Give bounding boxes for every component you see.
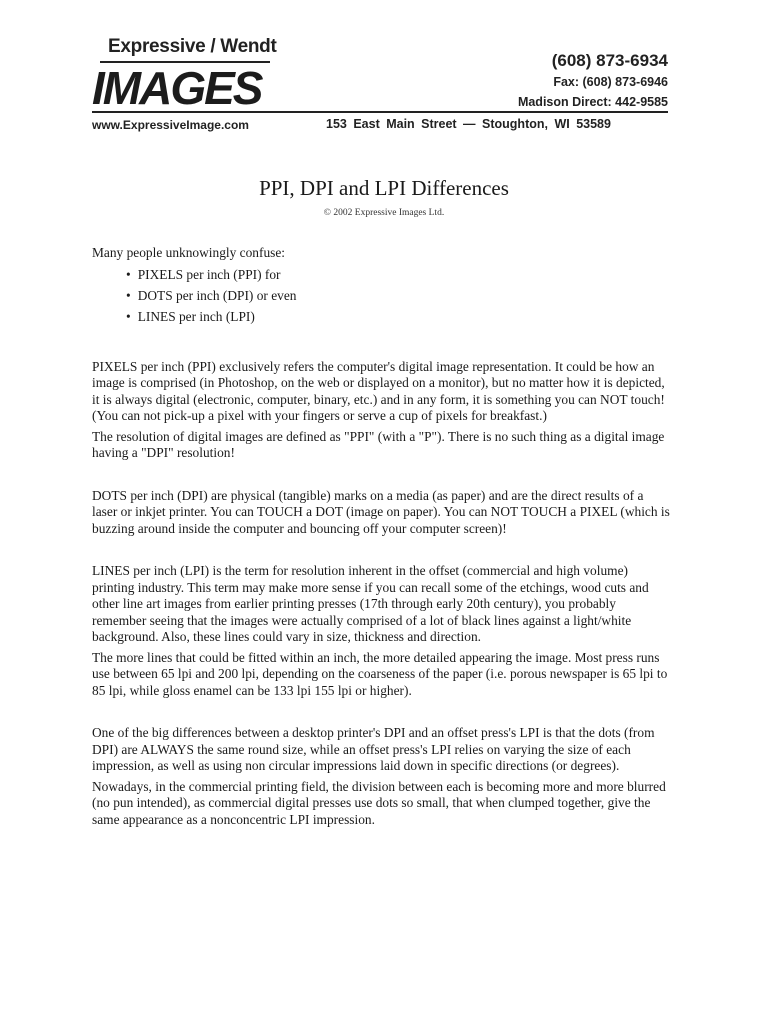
paragraph-dpi-vs-lpi: One of the big differences between a desktop printer's DPI and an offset press's LPI is that the dots (from DPI) are ALWAYS the same round size, while an offset press's LPI relies on varying the size of each impression, as well as using non circular impressions laid down in specific directions (or degrees).: [92, 725, 655, 773]
phone-main: (608) 873-6934: [551, 51, 668, 70]
copyright-notice: © 2002 Expressive Images Ltd.: [323, 208, 445, 218]
letterhead: [0, 0, 768, 140]
brand-top-text: Expressive / Wendt: [108, 36, 277, 57]
bullet-item-dpi: • DOTS per inch (DPI) or even: [126, 285, 672, 306]
bullet-item-lpi: • LINES per inch (LPI): [126, 306, 672, 327]
phone-direct: Madison Direct: 442-9585: [517, 95, 668, 109]
street-address: 153 East Main Street — Stoughton, WI 53589: [326, 117, 611, 131]
contact-numbers: [518, 50, 668, 112]
intro-line: Many people unknowingly confuse:: [92, 245, 286, 260]
paragraph-ppi-resolution: The resolution of digital images are defined as "PPI" (with a "P"). There is no such thing as a digital image having a "DPI" resolution!: [92, 428, 665, 460]
document-body: [92, 245, 672, 828]
paragraph-dpi-definition: DOTS per inch (DPI) are physical (tangible) marks on a media (as paper) and are the direct results of a laser or inkjet printer. You can TOUCH a DOT (image on paper). You can NOT TOUCH a PIXEL (which is buzzing around inside the computer and bouncing off your computer screen)!: [92, 487, 670, 536]
brand-logo-text: IMAGES: [92, 62, 262, 114]
paragraph-nowadays: Nowadays, in the commercial printing field, the division between each is becoming more and more blurred (no pun intended), as commercial digital presses use dots so small, that when clumped together, give the same appearance as a nonconcentric LPI impression.: [92, 778, 666, 827]
phone-fax: Fax: (608) 873-6946: [553, 75, 668, 89]
paragraph-lpi-detail: The more lines that could be fitted within an inch, the more detailed appearing the image. Most press runs use between 65 lpi and 200 lpi, depending on the coarseness of the paper (i.e. porous newspaper is 65 lpi to 85 lpi, while gloss enamel can be 133 lpi 155 lpi or higher).: [92, 649, 668, 698]
paragraph-ppi-definition: PIXELS per inch (PPI) exclusively refers the computer's digital image representation. It could be how an image is comprised (in Photoshop, on the web or displayed on a monitor), but no matter how it is depicted, it is always digital (electronic, computer, binary, etc.) and in any form, it is something you can NOT touch! (You can not pick-up a pixel with your fingers or serve a cup of pixels for breakfast.): [92, 358, 665, 423]
bullet-list: [126, 264, 672, 327]
paragraph-lpi-definition: LINES per inch (LPI) is the term for resolution inherent in the offset (commercial and high volume) printing industry. This term may make more sense if you can recall some of the etchings, wood cuts and other line art images from earlier printing presses (17th through early 20th century), you probably remember seeing that the images were actually comprised of a lot of black lines against a light/white background. Also, these lines could vary in size, thickness and direction.: [92, 563, 649, 644]
document-title: PPI, DPI and LPI Differences: [259, 176, 509, 200]
website-url: www.ExpressiveImage.com: [92, 118, 249, 132]
bullet-item-ppi: • PIXELS per inch (PPI) for: [126, 264, 672, 285]
